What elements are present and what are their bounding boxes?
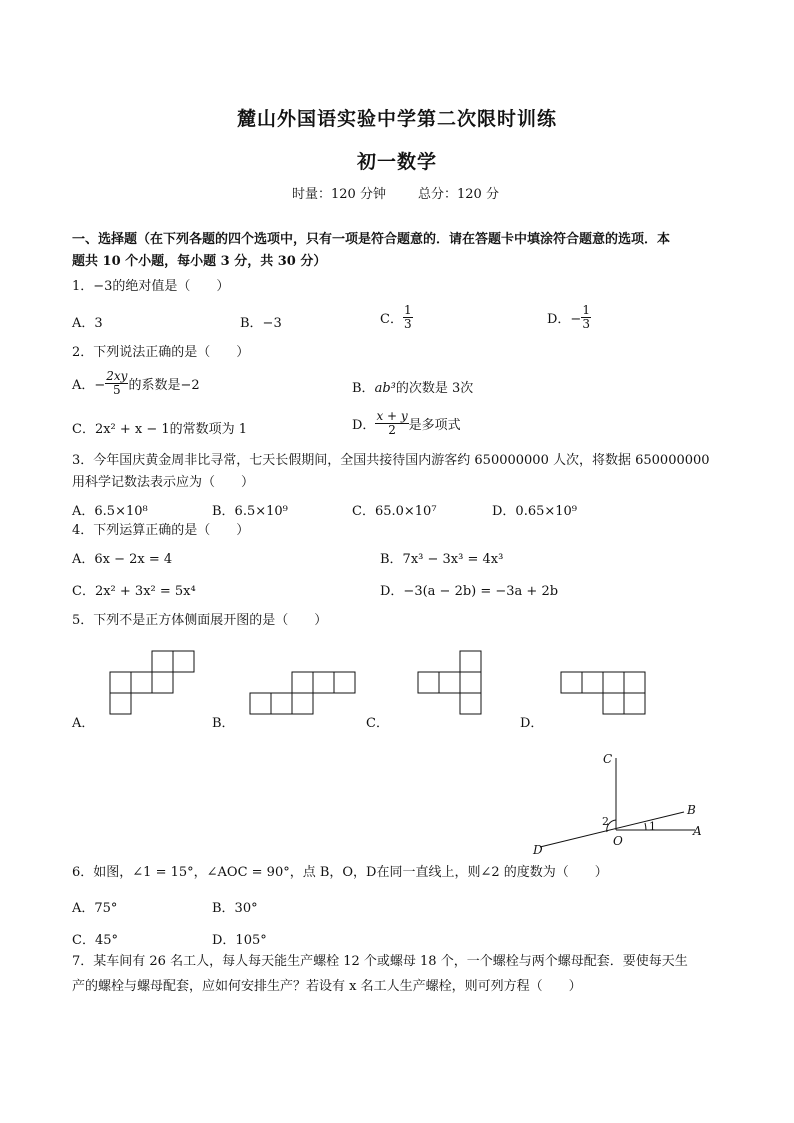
q2-option-a	[72, 370, 200, 397]
q5-stem: 5．下列不是正方体侧面展开图的是（ ）	[72, 613, 328, 628]
q2-b-expr: ab³	[374, 381, 396, 396]
label-o: O	[613, 834, 623, 848]
label-angle-2: 2	[602, 815, 609, 828]
q3-line1: 3．今年国庆黄金周非比寻常，七天长假期间，全国共接待国内游客约 650000000 人次，将数据 650000000	[72, 453, 710, 468]
q6-stem: 6．如图，∠1 = 15°，∠AOC = 90°，点 B，O，D在同一直线上，则∠2 的度数为（ ）	[72, 865, 608, 880]
q1-option-c	[380, 304, 413, 331]
section1-heading-line2: 题共 10 个小题，每小题 3 分，共 30 分）	[72, 254, 327, 269]
q1-option-d	[547, 304, 591, 331]
label-d: D	[533, 843, 543, 857]
exam-title: 麓山外国语实验中学第二次限时训练	[236, 108, 557, 130]
q2-d-label: D．	[352, 418, 376, 433]
q7-line1: 7．某车间有 26 名工人，每人每天能生产螺栓 12 个或螺母 18 个，一个螺栓与两个螺母配套．要使每天生	[72, 954, 688, 969]
q3-option-b: B．6.5×10⁹	[212, 504, 288, 519]
time-limit: 时量：120 分钟	[292, 187, 386, 202]
net-figure-d	[556, 665, 656, 720]
q1-option-b: B．−3	[240, 316, 282, 331]
q4-option-d: D．−3(a − 2b) = −3a + 2b	[380, 584, 559, 599]
angle-figure	[520, 748, 720, 860]
net-figure-a	[100, 645, 200, 720]
q2-d-numerator: x + y	[376, 409, 408, 423]
q7-line2: 产的螺栓与螺母配套，应如何安排生产？若设有 x 名工人生产螺栓，则可列方程（ ）	[72, 979, 582, 994]
q5-option-d: D．	[520, 716, 544, 731]
q1-c-denominator: 3	[403, 317, 412, 331]
q2-a-suffix: 的系数是−2	[128, 378, 200, 393]
q2-d-suffix: 是多项式	[408, 418, 461, 433]
q2-option-c: C．2x² + x − 1的常数项为 1	[72, 422, 248, 437]
q2-b-suffix: 的次数是 3次	[395, 381, 474, 396]
q2-option-b	[352, 377, 473, 396]
q6-option-b: B．30°	[212, 901, 258, 916]
q1-option-a: A．3	[72, 316, 103, 331]
q4-option-a: A．6x − 2x = 4	[72, 552, 173, 567]
q6-option-a: A．75°	[72, 901, 118, 916]
label-angle-1: 1	[649, 820, 656, 833]
exam-subtitle: 初一数学	[356, 151, 437, 173]
q2-a-numerator: 2xy	[106, 369, 128, 383]
q5-option-b: B．	[212, 716, 235, 731]
label-a: A	[693, 824, 702, 838]
q1-option-d-label: D．−	[547, 312, 582, 327]
q2-d-denominator: 2	[388, 423, 396, 437]
net-figure-b	[245, 665, 360, 720]
q2-a-label: A．−	[72, 378, 106, 393]
q6-option-c: C．45°	[72, 933, 118, 948]
q3-option-a: A．6.5×10⁸	[72, 504, 148, 519]
q4-option-b: B．7x³ − 3x³ = 4x³	[380, 552, 504, 567]
label-b: B	[687, 803, 696, 817]
q6-option-d: D．105°	[212, 933, 267, 948]
q5-option-c: C．	[366, 716, 389, 731]
q1-c-numerator: 1	[403, 303, 412, 317]
q2-a-denominator: 5	[113, 383, 121, 397]
q1-d-numerator: 1	[582, 303, 590, 317]
q2-stem: 2．下列说法正确的是（ ）	[72, 345, 250, 360]
q1-option-c-label: C．	[380, 312, 403, 327]
q2-option-d	[352, 410, 461, 437]
q3-option-d: D．0.65×10⁹	[492, 504, 578, 519]
section1-heading-line1: 一、选择题（在下列各题的四个选项中，只有一项是符合题意的．请在答题卡中填涂符合题意的选项．本	[72, 232, 671, 247]
label-c: C	[603, 752, 613, 766]
q5-option-a: A．	[72, 716, 95, 731]
total-score: 总分：120 分	[418, 187, 499, 202]
q3-line2: 用科学记数法表示应为（ ）	[72, 475, 255, 490]
q1-d-denominator: 3	[582, 317, 590, 331]
q4-option-c: C．2x² + 3x² = 5x⁴	[72, 584, 196, 599]
net-figure-c	[412, 645, 502, 720]
q1-stem: 1．−3的绝对值是（ ）	[72, 279, 230, 294]
q2-b-label: B．	[352, 381, 375, 396]
q4-stem: 4．下列运算正确的是（ ）	[72, 523, 250, 538]
q3-option-c: C．65.0×10⁷	[352, 504, 437, 519]
